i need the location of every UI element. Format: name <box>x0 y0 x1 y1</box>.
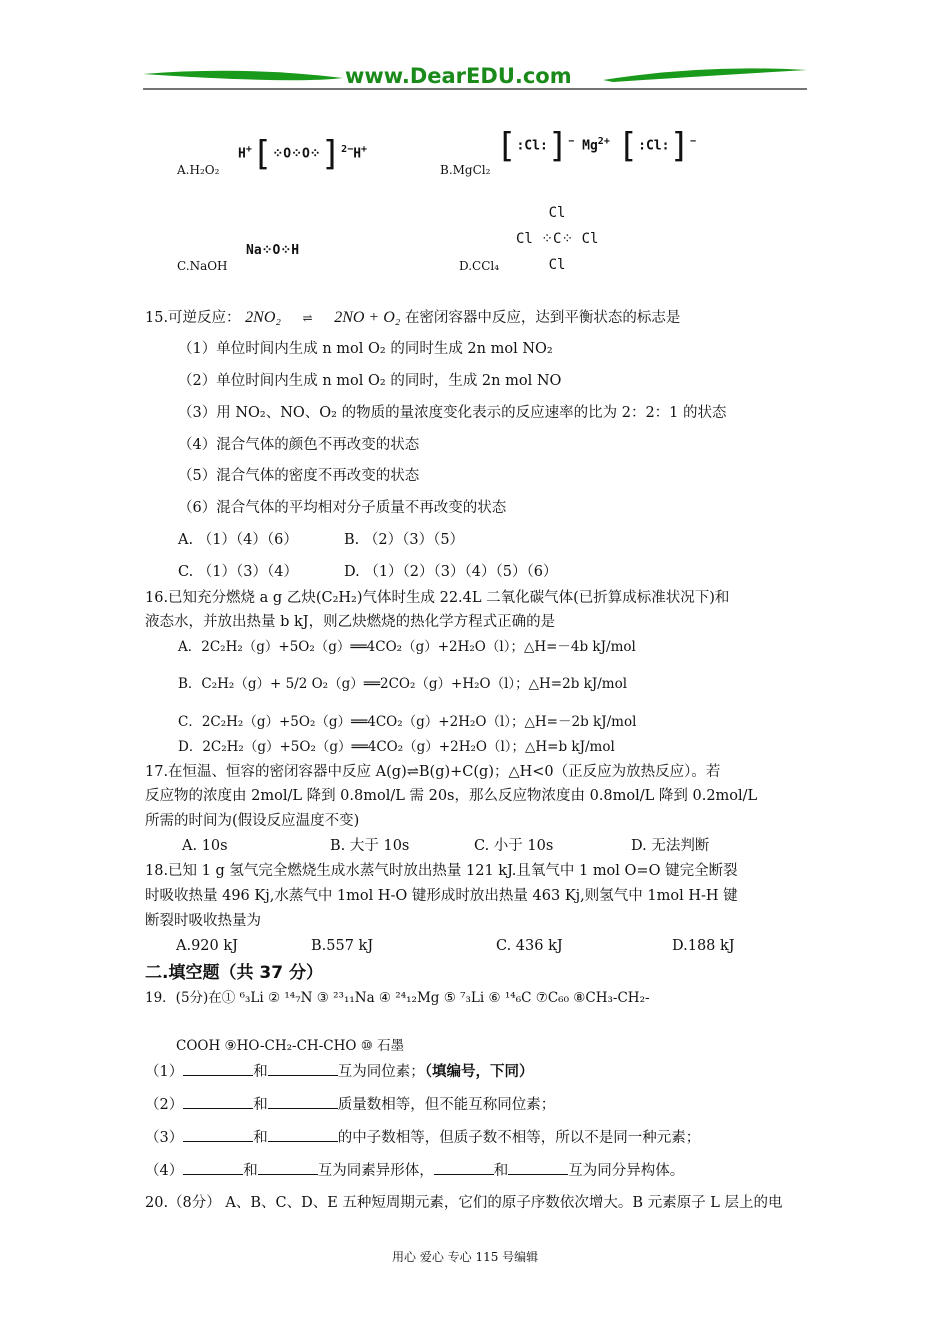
q14-option-c: C.NaOH <box>177 259 228 273</box>
q19-p3-blank-2[interactable] <box>268 1127 338 1142</box>
q19-p1-prefix: （1） <box>145 1064 184 1080</box>
q15-item-2: （2）单位时间内生成 n mol O₂ 的同时，生成 2n mol NO <box>178 373 562 389</box>
q19-p2-prefix: （2） <box>145 1097 184 1113</box>
q19-part-3 <box>145 1127 700 1148</box>
q19-p1-tail: 互为同位素； <box>337 1064 425 1080</box>
q19-line-2: COOH ⑨HO-CH₂-CH-CHO ⑩ 石墨 <box>176 1038 405 1054</box>
q14-structure-a: H+[⁘O⁘O⁘]$^{2-}$H+ <box>238 134 368 174</box>
header-site: www.DearEDU.com <box>345 64 572 88</box>
q19-p4-blank-1[interactable] <box>183 1160 243 1175</box>
q18-line-2: 时吸收热量 496 Kj,水蒸气中 1mol H-O 键形成时放出热量 463 Kj,则氢气中 1mol H-H 键 <box>145 888 738 904</box>
q19-p2-tail: 质量数相等，但不能互称同位素； <box>337 1097 556 1113</box>
q20-line-1: 20.（8分） A、B、C、D、E 五种短周期元素，它们的原子序数依次增大。B 元素原子 L 层上的电 <box>145 1195 783 1211</box>
q16-option-d: D．2C₂H₂（g）+5O₂（g）══4CO₂（g）+2H₂O（l）；△H=b kJ/mol <box>178 739 615 755</box>
q17-option-d: D. 无法判断 <box>631 838 710 854</box>
q15-option-b: B. （2）（3）（5） <box>344 532 465 548</box>
q19-p2-and: 和 <box>253 1097 268 1113</box>
q19-p4-and2: 和 <box>493 1163 509 1179</box>
q19-p1-and: 和 <box>253 1064 268 1080</box>
q18-option-b: B.557 kJ <box>311 938 374 954</box>
q15-item-5: （5）混合气体的密度不再改变的状态 <box>178 468 420 484</box>
q18-option-c: C. 436 kJ <box>496 938 563 954</box>
q16-option-c: C．2C₂H₂（g）+5O₂（g）══4CO₂（g）+2H₂O（l）；△H=－2b kJ/mol <box>178 714 637 730</box>
q15-option-c: C. （1）（3）（4） <box>178 564 298 580</box>
q14-structure-d: Cl Cl ⁘C⁘ Cl Cl <box>516 205 599 273</box>
q15-stem-label: 15.可逆反应： <box>145 310 241 326</box>
q19-part-1 <box>145 1061 533 1082</box>
q19-p2-blank-2[interactable] <box>268 1094 338 1109</box>
q15-option-d: D. （1）（2）（3）（4）（5）（6） <box>344 564 558 580</box>
q16-line-1: 16.已知充分燃烧 a g 乙炔(C₂H₂)气体时生成 22.4L 二氧化碳气体(已折算成标准状况下)和 <box>145 590 730 606</box>
q19-p4-mid: 互为同素异形体， <box>317 1163 434 1179</box>
q19-p4-and: 和 <box>243 1163 258 1179</box>
q15-item-4: （4）混合气体的颜色不再改变的状态 <box>178 437 420 453</box>
q19-p4-blank-2[interactable] <box>258 1160 318 1175</box>
q17-option-a: A. 10s <box>182 838 228 854</box>
q17-line-2: 反应物的浓度由 2mol/L 降到 0.8mol/L 需 20s，那么反应物浓度由 0.8mol/L 降到 0.2mol/L <box>145 788 758 804</box>
q14-structure-c: Na⁘O⁘H <box>246 243 300 258</box>
q19-p3-blank-1[interactable] <box>183 1127 253 1142</box>
q18-option-d: D.188 kJ <box>672 938 735 954</box>
q16-option-b: B．C₂H₂（g）+ 5/2 O₂（g）══2CO₂（g）+H₂O（l）；△H=2b kJ/mol <box>178 676 628 692</box>
q16-line-2: 液态水，并放出热量 b kJ，则乙炔燃烧的热化学方程式正确的是 <box>145 614 556 630</box>
q19-p3-and: 和 <box>253 1130 268 1146</box>
q19-p3-prefix: （3） <box>145 1130 184 1146</box>
q19-p1-blank-1[interactable] <box>183 1061 253 1076</box>
q19-p1-note: （填编号，下同） <box>424 1063 534 1080</box>
q14-structure-b: [:Cl:]− $Mg^{2+}$ [:Cl:]− <box>496 126 696 166</box>
q18-option-a: A.920 kJ <box>176 938 238 954</box>
q19-part-2 <box>145 1094 555 1115</box>
q19-p4-prefix: （4） <box>145 1163 184 1179</box>
q15-item-1: （1）单位时间内生成 n mol O₂ 的同时生成 2n mol NO₂ <box>178 341 553 357</box>
q17-line-1: 17.在恒温、恒容的密闭容器中反应 A(g)⇌B(g)+C(g)；△H<0（正反应为放热反应）。若 <box>145 764 721 780</box>
q15-option-a: A. （1）（4）（6） <box>178 532 298 548</box>
q15-item-6: （6）混合气体的平均相对分子质量不再改变的状态 <box>178 500 507 516</box>
q14-option-d: D.CCl₄ <box>459 259 500 273</box>
q16-option-a: A．2C₂H₂（g）+5O₂（g）══4CO₂（g）+2H₂O（l）；△H=－4b kJ/mol <box>178 639 636 655</box>
q14-option-b: B.MgCl₂ <box>440 163 491 177</box>
q19-part-4 <box>145 1160 684 1181</box>
q15-eq-left: 2NO₂ <box>245 309 281 326</box>
q19-p4-blank-3[interactable] <box>434 1160 494 1175</box>
q15-eq-arrow: ⇌ <box>302 311 313 325</box>
q19-p2-blank-1[interactable] <box>183 1094 253 1109</box>
page-footer: 用心 爱心 专心 115 号编辑 <box>392 1250 539 1264</box>
q15-stem-tail: 在密闭容器中反应，达到平衡状态的标志是 <box>404 310 681 326</box>
q19-line-1: 19．(5分)在① ⁶₃Li ② ¹⁴₇N ③ ²³₁₁Na ④ ²⁴₁₂Mg ⑤ ⁷₃Li ⑥ ¹⁴₆C ⑦C₆₀ ⑧CH₃-CH₂- <box>145 990 650 1006</box>
q19-p3-tail: 的中子数相等，但质子数不相等，所以不是同一种元素； <box>337 1130 701 1146</box>
q18-line-3: 断裂时吸收热量为 <box>145 913 261 929</box>
q19-p4-tail: 互为同分异构体。 <box>568 1163 685 1179</box>
q17-line-3: 所需的时间为(假设反应温度不变) <box>145 813 360 829</box>
q15-item-3: （3）用 NO₂、NO、O₂ 的物质的量浓度变化表示的反应速率的比为 2：2：1 的状态 <box>178 405 727 421</box>
q19-p1-blank-2[interactable] <box>268 1061 338 1076</box>
section-title: 二.填空题（共 37 分） <box>145 963 323 983</box>
q15-stem <box>145 308 680 328</box>
q17-option-b: B. 大于 10s <box>330 838 410 854</box>
q15-eq-right: 2NO + O₂ <box>334 309 401 326</box>
q14-option-a: A.H₂O₂ <box>177 163 220 177</box>
q18-line-1: 18.已知 1 g 氢气完全燃烧生成水蒸气时放出热量 121 kJ.且氧气中 1 mol O=O 键完全断裂 <box>145 863 738 879</box>
q17-option-c: C. 小于 10s <box>474 838 554 854</box>
q19-p4-blank-4[interactable] <box>508 1160 568 1175</box>
